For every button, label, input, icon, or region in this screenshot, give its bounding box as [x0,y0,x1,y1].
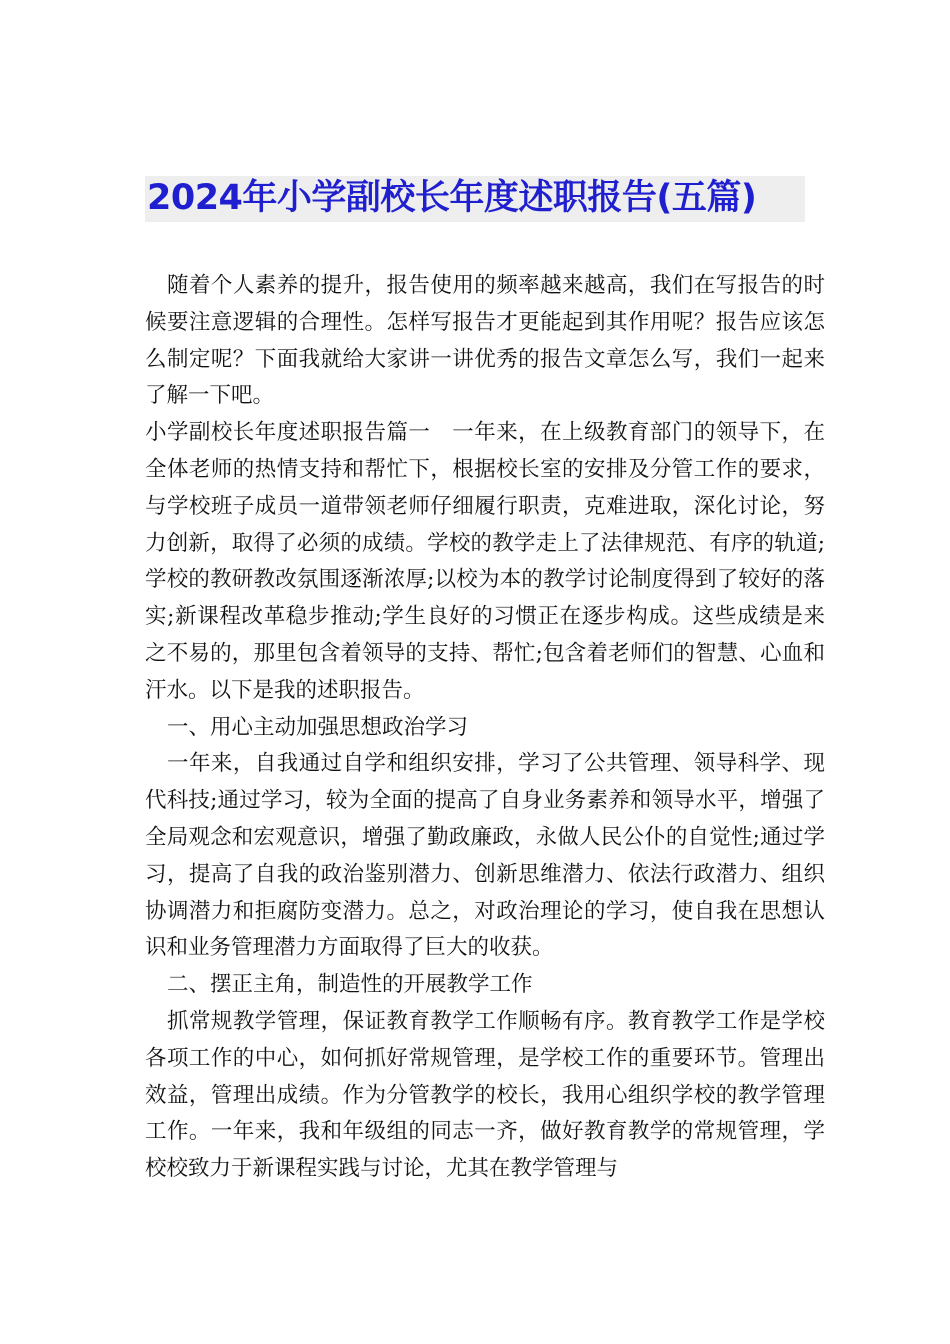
report-paragraph-1: 小学副校长年度述职报告篇一 一年来，在上级教育部门的领导下，在全体老师的热情支持和帮忙下，根据校长室的安排及分管工作的要求，与学校班子成员一道带领老师仔细履行职责，克难进取，深化讨论，努力创新，取得了必须的成绩。学校的教学走上了法律规范、有序的轨道;学校的教研教改氛围逐渐浓厚;以校为本的教学讨论制度得到了较好的落实;新课程改革稳步推动;学生良好的习惯正在逐步构成。这些成绩是来之不易的，那里包含着领导的支持、帮忙;包含着老师们的智慧、心血和汗水。以下是我的述职报告。 [145,420,825,703]
section-heading-1: 一、用心主动加强思想政治学习 [167,714,469,740]
section-1-paragraph: 一年来，自我通过自学和组织安排，学习了公共管理、领导科学、现代科技;通过学习，较为全面的提高了自身业务素养和领导水平，增强了全局观念和宏观意识，增强了勤政廉政，永做人民公仆的自觉性;通过学习，提高了自我的政治鉴别潜力、创新思维潜力、依法行政潜力、组织协调潜力和拒腐防变潜力。总之，对政治理论的学习，使自我在思想认识和业务管理潜力方面取得了巨大的收获。 [145,751,825,961]
intro-paragraph: 随着个人素养的提升，报告使用的频率越来越高，我们在写报告的时候要注意逻辑的合理性。怎样写报告才更能起到其作用呢？报告应该怎么制定呢？下面我就给大家讲一讲优秀的报告文章怎么写，我们一起来了解一下吧。 [145,273,825,409]
section-2-paragraph: 抓常规教学管理，保证教育教学工作顺畅有序。教育教学工作是学校各项工作的中心，如何抓好常规管理，是学校工作的重要环节。管理出效益，管理出成绩。作为分管教学的校长，我用心组织学校的教学管理工作。一年来，我和年级组的同志一齐，做好教育教学的常规管理，学校校致力于新课程实践与讨论，尤其在教学管理与 [145,1008,825,1182]
document-title: 2024年小学副校长年度述职报告(五篇) [147,178,757,218]
document-body [145,268,825,1188]
section-heading-2: 二、摆正主角，制造性的开展教学工作 [167,972,533,998]
